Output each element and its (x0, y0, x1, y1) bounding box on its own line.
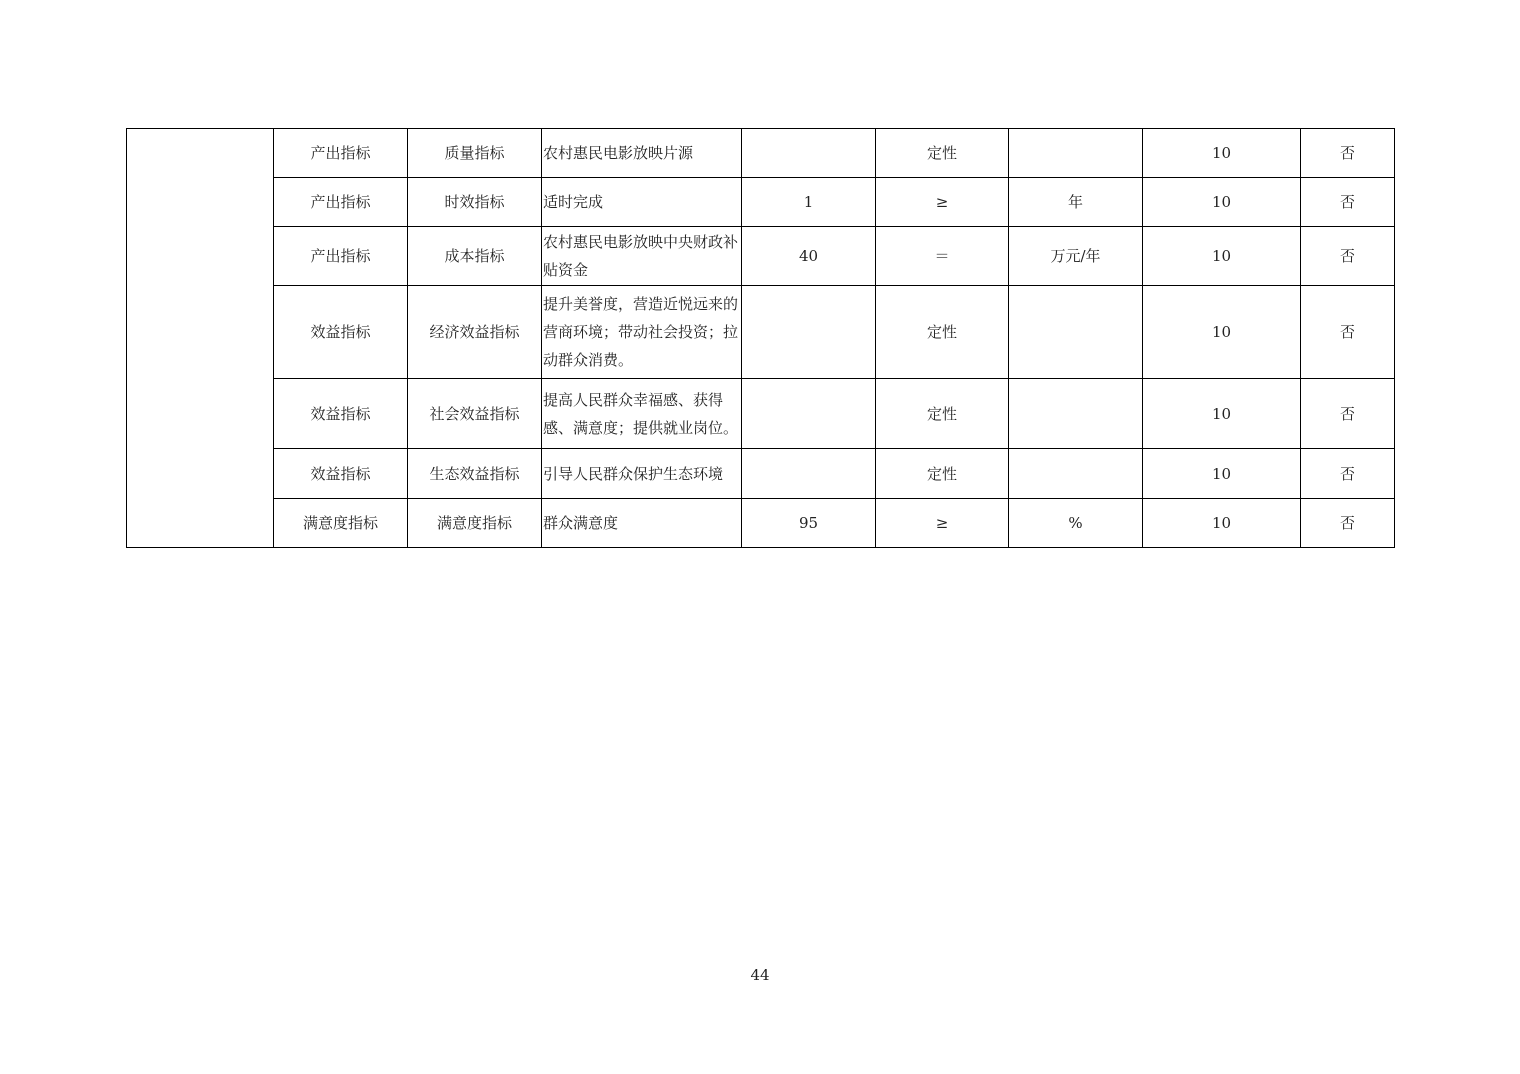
weight-cell: 10 (1143, 499, 1301, 548)
core-indicator-cell: 否 (1301, 449, 1395, 499)
indicator-name-cell: 提高人民群众幸福感、获得感、满意度；提供就业岗位。 (542, 379, 742, 449)
unit-cell (1009, 129, 1143, 178)
level2-indicator-cell: 社会效益指标 (408, 379, 542, 449)
level1-indicator-cell: 产出指标 (274, 129, 408, 178)
table-row (127, 449, 1395, 499)
merged-project-cell (127, 129, 274, 548)
table-row (127, 178, 1395, 227)
table-row (127, 227, 1395, 286)
table-row (127, 379, 1395, 449)
core-indicator-cell: 否 (1301, 129, 1395, 178)
core-indicator-cell: 否 (1301, 227, 1395, 286)
indicator-value-cell (742, 286, 876, 379)
level2-indicator-cell: 经济效益指标 (408, 286, 542, 379)
indicator-value-cell (742, 129, 876, 178)
level2-indicator-cell: 质量指标 (408, 129, 542, 178)
level2-indicator-cell: 满意度指标 (408, 499, 542, 548)
operator-cell: ≥ (876, 499, 1009, 548)
level2-indicator-cell: 生态效益指标 (408, 449, 542, 499)
indicator-table (126, 128, 1395, 548)
core-indicator-cell: 否 (1301, 379, 1395, 449)
weight-cell: 10 (1143, 449, 1301, 499)
core-indicator-cell: 否 (1301, 499, 1395, 548)
level1-indicator-cell: 效益指标 (274, 286, 408, 379)
operator-cell: 定性 (876, 449, 1009, 499)
core-indicator-cell: 否 (1301, 178, 1395, 227)
unit-cell: % (1009, 499, 1143, 548)
indicator-value-cell: 40 (742, 227, 876, 286)
indicator-name-cell: 农村惠民电影放映中央财政补贴资金 (542, 227, 742, 286)
level2-indicator-cell: 成本指标 (408, 227, 542, 286)
indicator-name-cell: 农村惠民电影放映片源 (542, 129, 742, 178)
operator-cell: 定性 (876, 286, 1009, 379)
weight-cell: 10 (1143, 379, 1301, 449)
indicator-name-cell: 提升美誉度，营造近悦远来的营商环境；带动社会投资；拉动群众消费。 (542, 286, 742, 379)
unit-cell (1009, 286, 1143, 379)
weight-cell: 10 (1143, 286, 1301, 379)
page-number: 44 (750, 966, 770, 984)
level2-indicator-cell: 时效指标 (408, 178, 542, 227)
table-row (127, 286, 1395, 379)
level1-indicator-cell: 产出指标 (274, 227, 408, 286)
level1-indicator-cell: 满意度指标 (274, 499, 408, 548)
table-row (127, 129, 1395, 178)
table-row (127, 499, 1395, 548)
unit-cell (1009, 449, 1143, 499)
weight-cell: 10 (1143, 129, 1301, 178)
unit-cell: 年 (1009, 178, 1143, 227)
level1-indicator-cell: 效益指标 (274, 379, 408, 449)
indicator-value-cell (742, 379, 876, 449)
core-indicator-cell: 否 (1301, 286, 1395, 379)
indicator-name-cell: 适时完成 (542, 178, 742, 227)
operator-cell: ＝ (876, 227, 1009, 286)
operator-cell: 定性 (876, 379, 1009, 449)
unit-cell (1009, 379, 1143, 449)
indicator-value-cell (742, 449, 876, 499)
indicator-name-cell: 群众满意度 (542, 499, 742, 548)
indicator-value-cell: 1 (742, 178, 876, 227)
weight-cell: 10 (1143, 178, 1301, 227)
operator-cell: ≥ (876, 178, 1009, 227)
indicator-name-cell: 引导人民群众保护生态环境 (542, 449, 742, 499)
level1-indicator-cell: 效益指标 (274, 449, 408, 499)
indicator-value-cell: 95 (742, 499, 876, 548)
level1-indicator-cell: 产出指标 (274, 178, 408, 227)
operator-cell: 定性 (876, 129, 1009, 178)
weight-cell: 10 (1143, 227, 1301, 286)
unit-cell: 万元/年 (1009, 227, 1143, 286)
